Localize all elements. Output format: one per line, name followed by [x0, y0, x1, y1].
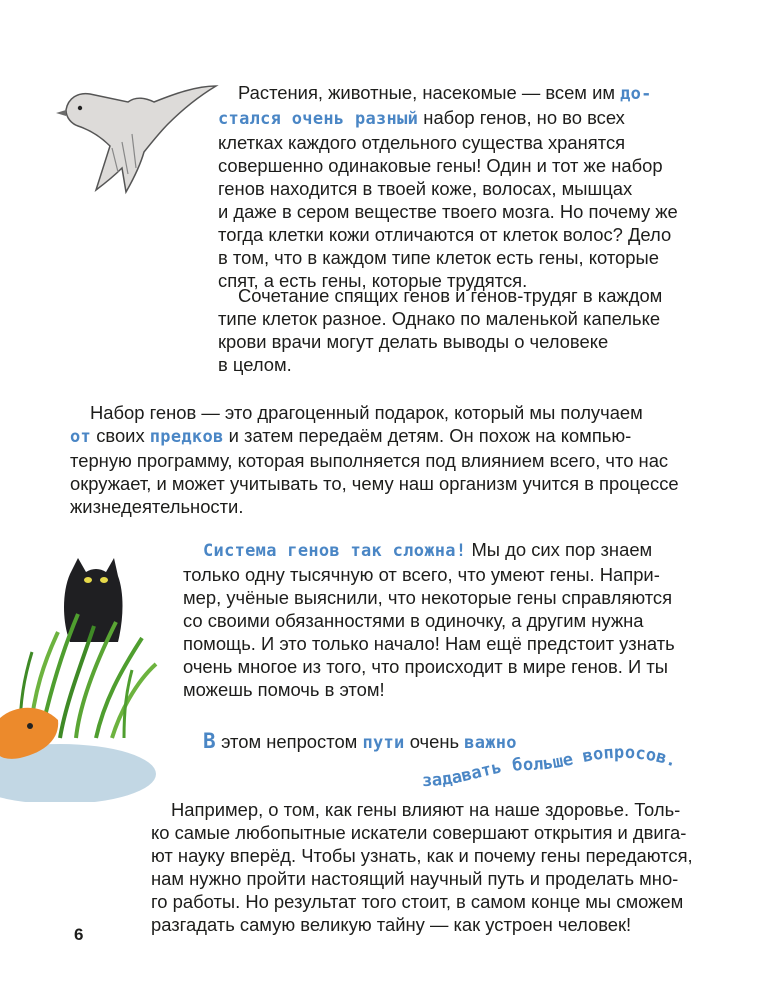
highlight-text: от [70, 427, 92, 447]
text-line: жизнедеятельности. [70, 496, 244, 517]
highlight-text: В [203, 729, 216, 753]
text-line: только одну тысячную от всего, что умеют гены. Напри- [183, 564, 660, 585]
text-line [183, 538, 675, 563]
text-line: помощь. И это только начало! Нам ещё предстоит узнать [183, 633, 675, 654]
text-line: генов находится в твоей коже, волосах, мышцах [218, 178, 633, 199]
text-line: со своими обязанностями в одиночку, а другим нужна [183, 610, 644, 631]
text-line [70, 424, 679, 449]
highlight-text: пути [362, 733, 405, 753]
text-line: тогда клетки кожи отличаются от клеток волос? Дело [218, 224, 672, 245]
text-line: го работы. Но результат того стоит, в самом конце мы сможем [151, 891, 684, 912]
highlight-text: предков [149, 427, 224, 447]
text-line: Набор генов — это драгоценный подарок, который мы получаем [90, 402, 643, 423]
paragraph-genes-intro [218, 81, 678, 292]
black-cat-in-grass-icon [0, 552, 182, 802]
text-line: спят, а есть гены, которые трудятся. [218, 270, 528, 291]
paragraph-sleeping-genes [218, 284, 662, 376]
wavy-headline [418, 742, 718, 798]
text-line: ют науку вперёд. Чтобы узнать, как и почему гены передаются, [151, 845, 693, 866]
text-span: этом непростом [215, 731, 363, 752]
text-line: мер, учёные выяснили, что некоторые гены справляются [183, 587, 673, 608]
highlight-text: до- [620, 84, 652, 104]
text-span: набор генов, но во всех [418, 107, 625, 128]
text-line: разгадать самую великую тайну — как устроен человек! [151, 914, 632, 935]
goose-wing-icon [56, 72, 224, 200]
paragraph-questions [151, 798, 693, 936]
text-line [218, 106, 678, 131]
text-line: Сочетание спящих генов и генов-трудяг в каждом [238, 285, 663, 306]
text-line: в целом. [218, 354, 292, 375]
text-line: ко самые любопытные искатели совершают открытия и двига- [151, 822, 687, 843]
text-line: совершенно одинаковые гены! Один и тот же набор [218, 155, 663, 176]
highlight-text: важно [464, 733, 517, 753]
highlight-text: стался очень разный [218, 109, 419, 129]
text-span: Мы до сих пор знаем [466, 539, 653, 560]
text-line [218, 81, 678, 106]
text-span: Растения, животные, насекомые — всем им [238, 82, 621, 103]
text-line: типе клеток разное. Однако по маленькой капельке [218, 308, 661, 329]
text-line: Например, о том, как гены влияют на наше здоровье. Толь- [171, 799, 681, 820]
text-line: окружает, и может учитывать то, чему наш организм учится в процессе [70, 473, 679, 494]
text-line: можешь помочь в этом! [183, 679, 385, 700]
text-line: крови врачи могут делать выводы о человеке [218, 331, 609, 352]
text-line: очень многое из того, что происходит в мире генов. И ты [183, 656, 668, 677]
text-line: клетках каждого отдельного существа хранятся [218, 132, 626, 153]
paragraph-gift [70, 401, 679, 518]
page-number: 6 [74, 925, 84, 944]
text-span: и затем передаём детям. Он похож на компью- [223, 425, 632, 446]
text-line: нам нужно пройти настоящий научный путь и проделать мно- [151, 868, 679, 889]
paragraph-complex-system [183, 538, 675, 701]
text-line: в том, что в каждом типе клеток есть гены, которые [218, 247, 659, 268]
wavy-headline-text: задавать больше вопросов. [421, 742, 680, 792]
highlight-text: Система генов так сложна! [203, 541, 467, 561]
text-line: и даже в сером веществе твоего мозга. Но почему же [218, 201, 678, 222]
text-span: очень [404, 731, 465, 752]
text-span: своих [91, 425, 150, 446]
text-line: терную программу, которая выполняется под влиянием всего, что нас [70, 450, 669, 471]
